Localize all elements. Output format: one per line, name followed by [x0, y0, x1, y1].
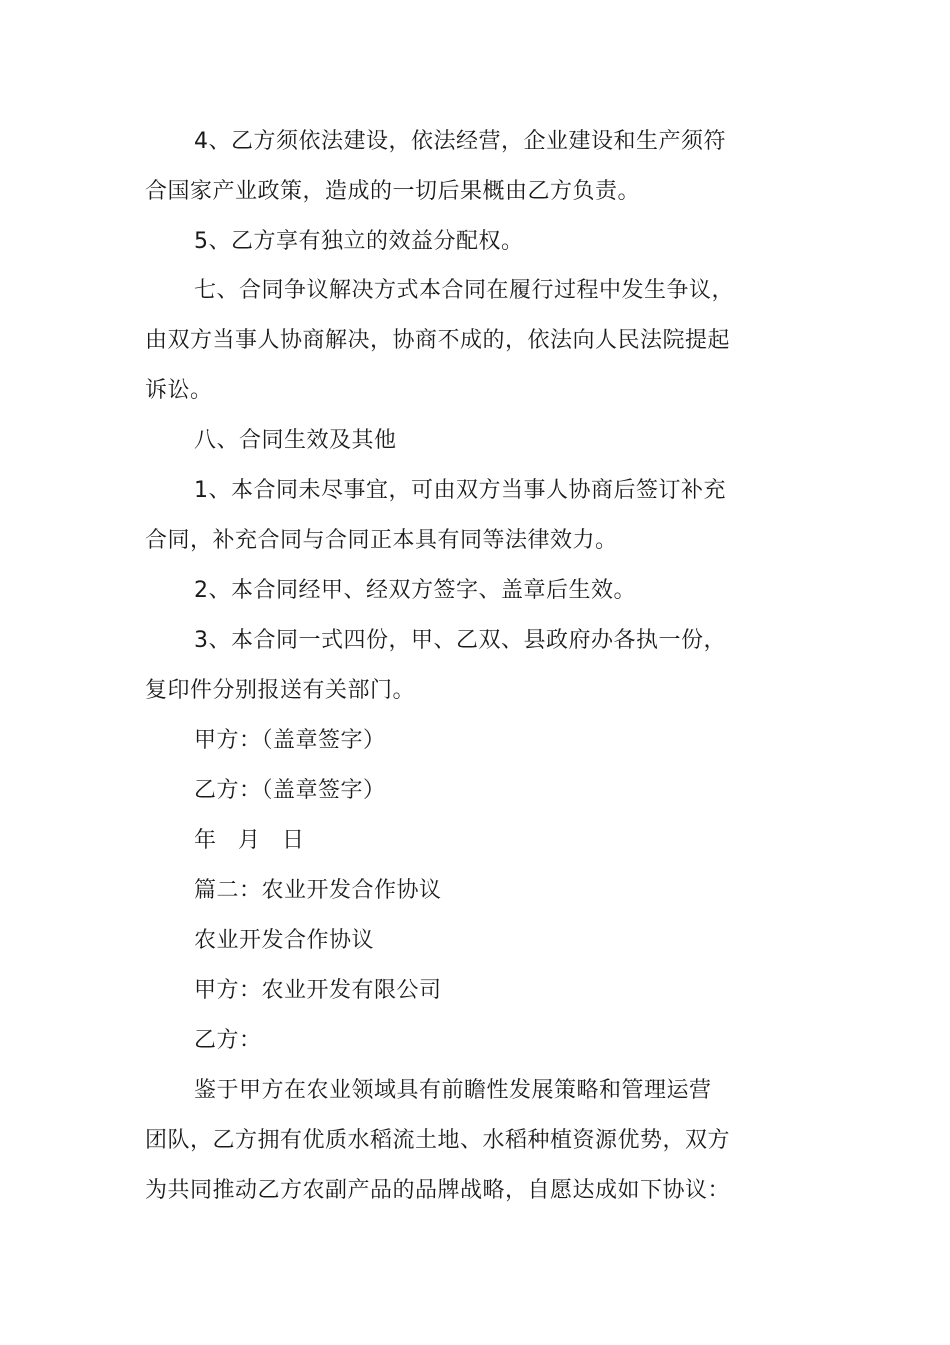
section-heading: 八、合同生效及其他	[194, 428, 397, 453]
party-b-signature-line: 乙方：（盖章签字）	[194, 778, 386, 803]
party-a-line: 甲方：农业开发有限公司	[194, 978, 442, 1003]
party-b-line: 乙方：	[194, 1028, 262, 1053]
paragraph-line: 2、本合同经甲、经双方签字、盖章后生效。	[194, 578, 636, 603]
paragraph-line: 合国家产业政策，造成的一切后果概由乙方负责。	[145, 179, 641, 204]
paragraph-line: 鉴于甲方在农业领域具有前瞻性发展策略和管理运营	[194, 1078, 712, 1103]
paragraph-line: 七、合同争议解决方式本合同在履行过程中发生争议，	[194, 278, 735, 303]
date-line: 年 月 日	[194, 828, 305, 853]
paragraph-line: 为共同推动乙方农副产品的品牌战略，自愿达成如下协议：	[145, 1178, 731, 1203]
paragraph-line: 3、本合同一式四份，甲、乙双、县政府办各执一份，	[194, 628, 726, 653]
paragraph-line: 复印件分别报送有关部门。	[145, 678, 416, 703]
paragraph-line: 合同，补充合同与合同正本具有同等法律效力。	[145, 528, 618, 553]
paragraph-line: 1、本合同未尽事宜，可由双方当事人协商后签订补充	[194, 478, 726, 503]
party-a-signature-line: 甲方：（盖章签字）	[194, 728, 386, 753]
section-heading: 篇二：农业开发合作协议	[194, 878, 442, 903]
paragraph-line: 诉讼。	[145, 378, 213, 403]
paragraph-line: 团队，乙方拥有优质水稻流土地、水稻种植资源优势，双方	[145, 1128, 731, 1153]
paragraph-line: 由双方当事人协商解决，协商不成的，依法向人民法院提起	[145, 328, 731, 353]
paragraph-line: 5、乙方享有独立的效益分配权。	[194, 229, 524, 254]
paragraph-line: 4、乙方须依法建设，依法经营，企业建设和生产须符	[194, 129, 726, 154]
document-title: 农业开发合作协议	[194, 928, 375, 953]
